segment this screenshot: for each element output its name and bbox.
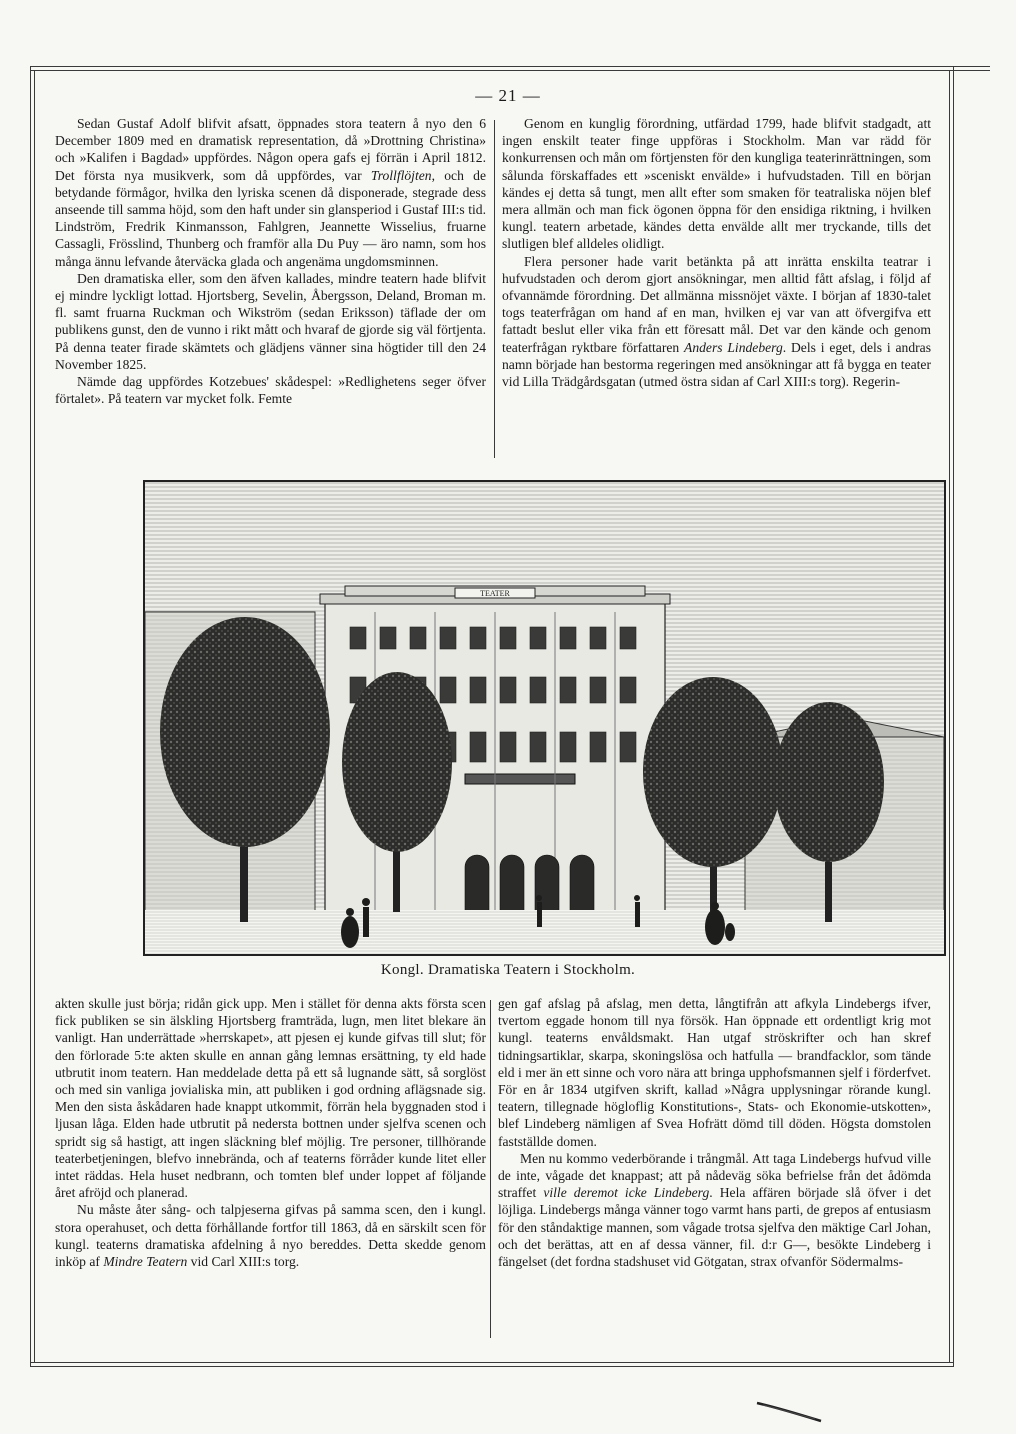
emphasis-name: Anders Lindeberg [684,339,783,355]
paragraph: Men nu kommo vederbörande i trångmål. Att taga Lindebergs hufvud ville de inte, vågade det knappast; att på nådeväg söka befrielse från det ådömda straffet ville deremot icke Lindeberg. Hela affären började slå öfver i det löjliga. Lindebergs många vänner togo varmt hans parti, de grepos af entusiasm för den ståndaktige mannen, som vågade trotsa sjelfva den mäktige Carl Johan, och det berättas, att en af dessa vänner, fil. d:r G—, besökte Lindeberg i fängelset (det fordna stadshuset vid Götgatan, strax ofvanför Södermalms- [498,1150,931,1270]
paragraph: Nämde dag uppfördes Kotzebues' skådespel: »Redlighetens seger öfver förtalet». På teatern var mycket folk. Femte [55,374,486,407]
article-column-bottom-right [498,995,931,1270]
article-column-bottom-left [55,995,486,1270]
right-border-rule [953,66,954,1366]
paragraph: Nu måste åter sång- och talpjeserna gifvas på samma scen, den i kungl. stora operahuset, och detta förhållande fortfor till 1863, då en särskilt scen för kungl. teaterns dramatiska afdelning å nyo bereddes. Detta skedde genom inköp af Mindre Teatern vid Carl XIII:s torg. [55,1202,486,1270]
column-divider-bottom [490,1000,491,1338]
paragraph: Genom en kunglig förordning, utfärdad 1799, hade blifvit stadgadt, att ingen enskilt teater finge uppföras i Stockholm. Man var rädd för konkurrensen och mån om förtjensten för den kungliga teaterinrättningen, som sålunda förskaffades ett »sceniskt envälde» i hufvudstaden. Till en början kändes ej detta så tungt, men allt efter som smaken för teatraliska nöjen blef mera allmän och man fick ögonen öppna för den ensidiga riktning, i hvilken kungl. teatern arbetade, kändes detta envälde allt mer tryckande, tills det slutligen blef alldeles olidligt. [502,116,931,252]
bottom-border-rule [30,1362,954,1363]
right-border-rule-inner [949,70,950,1362]
paragraph: gen gaf afslag på afslag, men detta, långtifrån att afkyla Lindebergs ifver, tvertom eggade honom till nya försök. Han öppnade ett ordentligt krig mot kungl. teaterns envåldsmakt. Han utgaf ströskrifter och han skref tidningsartiklar, skarpa, skoningslösa och hatfulla — brandfacklor, som tände eld i mer än ett sinne och voro nära att bringa upphofsmannen sjelf i förderfvet. För en år 1834 utgifven skrift, kallad »Några upplysningar rörande kungl. teatern, tillegnade högloflig Konstitutions-, Stats- och Ekonomie-utskotten», blef Lindeberg nämligen af Svea Hofrätt dömd till döden. Högsta domstolen fastställde domen. [498,996,931,1149]
left-border-rule-inner [34,70,35,1362]
paragraph: Flera personer hade varit betänkta på att inrätta enskilta teatrar i hufvudstaden och derom gjort ansökningar, men alltid fått afslag, i följd af ofvannämde förordning. Det allmänna missnöjet växte. I början af 1830-talet togs teaterfrågan om hand af en man, hvilken ej var van att öfvergifva ett fattadt beslut eller vika från ett föresatt mål. Det var den kände och genom teaterfrågan ryktbare författaren Anders Lindeberg. Dels i eget, dels i andras namn började han bestorma regeringen med ansökningar att få bygga en teater vid Lilla Trädgårdsgatan (utmed östra sidan af Carl XIII:s torg). Regerin- [502,253,931,390]
paragraph: akten skulle just börja; ridån gick upp. Men i stället för denna akts första scen fick publiken se sin älskling Hjortsberg framträda, lugn, men litet blekare än vanligt. Han underrättade »herrskapet», att pjesen ej kunde gifvas till slut; för den förlorade 5:te akten skulle en annan gång lemnas ersättning, ty eld hade utbrutit inom teatern. Han meddelade detta på ett så lugnande sätt, så sorglöst och med sin vanliga jovialiska min, att publiken i god ordning aflägsnade sig. Men den sista åskådaren hade knappt utkommit, förrän hela byggnaden stod i ljusan låga. Elden hade utbrutit på nedersta bottnen under sjelfva scenen och spridt sig så hastigt, att ingen släckning blef möjlig. Tre personer, tillhörande teaterbetjeningen, blefvo innebrända, och af teaterns förråder kunde litet eller intet räddas. Hela huset nedbrann, och tomten blef under loppet af följande året afröjd och planerad. [55,996,486,1201]
paragraph: Den dramatiska eller, som den äfven kallades, mindre teatern hade blifvit ej mindre lyckligt lottad. Hjortsberg, Sevelin, Åbergsson, Deland, Broman m. fl. samt fruarna Ruckman och Wikström (sedan Eriksson) täflade der om publikens gunst, den de vunno i rikt mått och hvaraf de gjorde sig väl förtjenta. På denna teater firade skämtets och glädjens vänner sina högtider till den 24 November 1825. [55,270,486,372]
paragraph: Sedan Gustaf Adolf blifvit afsatt, öppnades stora teatern å nyo den 6 December 1809 med en dramatisk representation, då »Drottning Christina» och »Kalifen i Bagdad» uppfördes. Någon opera gafs ej förrän i April 1812. Det första nya musikverk, som då uppfördes, var Trollflöjten, och de betydande förmågor, hvilka den lyriska scenen då disponerade, stegrade dess anseende till samma höjd, som den haft under sin glansperiod i Gustaf III:s tid. Lindström, Fredrik Kinmansson, Fahlgren, Jeannette Wisselius, fruarne Cassagli, Frösslind, Thunberg och framför alla Du Puy — äro namn, som hos många ännu lefvande återväcka glada och angenäma ungdomsminnen. [55,116,487,269]
left-border-rule [30,66,31,1366]
page-number: — 21 — [475,86,541,105]
article-column-top-left [55,115,486,407]
emphasis-title: Trollflöjten [370,167,432,183]
theatre-engraving [143,480,946,956]
street [145,910,944,954]
top-border-rule [30,66,990,67]
bottom-border-rule-outer [30,1366,954,1367]
article-column-top-right [502,115,931,390]
column-divider-top [494,120,495,458]
pen-mark [755,1395,825,1425]
theatre-sign: TEATER [480,589,510,598]
emphasis-name: Mindre Teatern [103,1254,188,1270]
top-border-rule-inner [30,70,990,71]
emphasis-phrase: ville deremot icke Lindeberg [543,1185,710,1201]
illustration-caption: Kongl. Dramatiska Teatern i Stockholm. [380,962,636,978]
